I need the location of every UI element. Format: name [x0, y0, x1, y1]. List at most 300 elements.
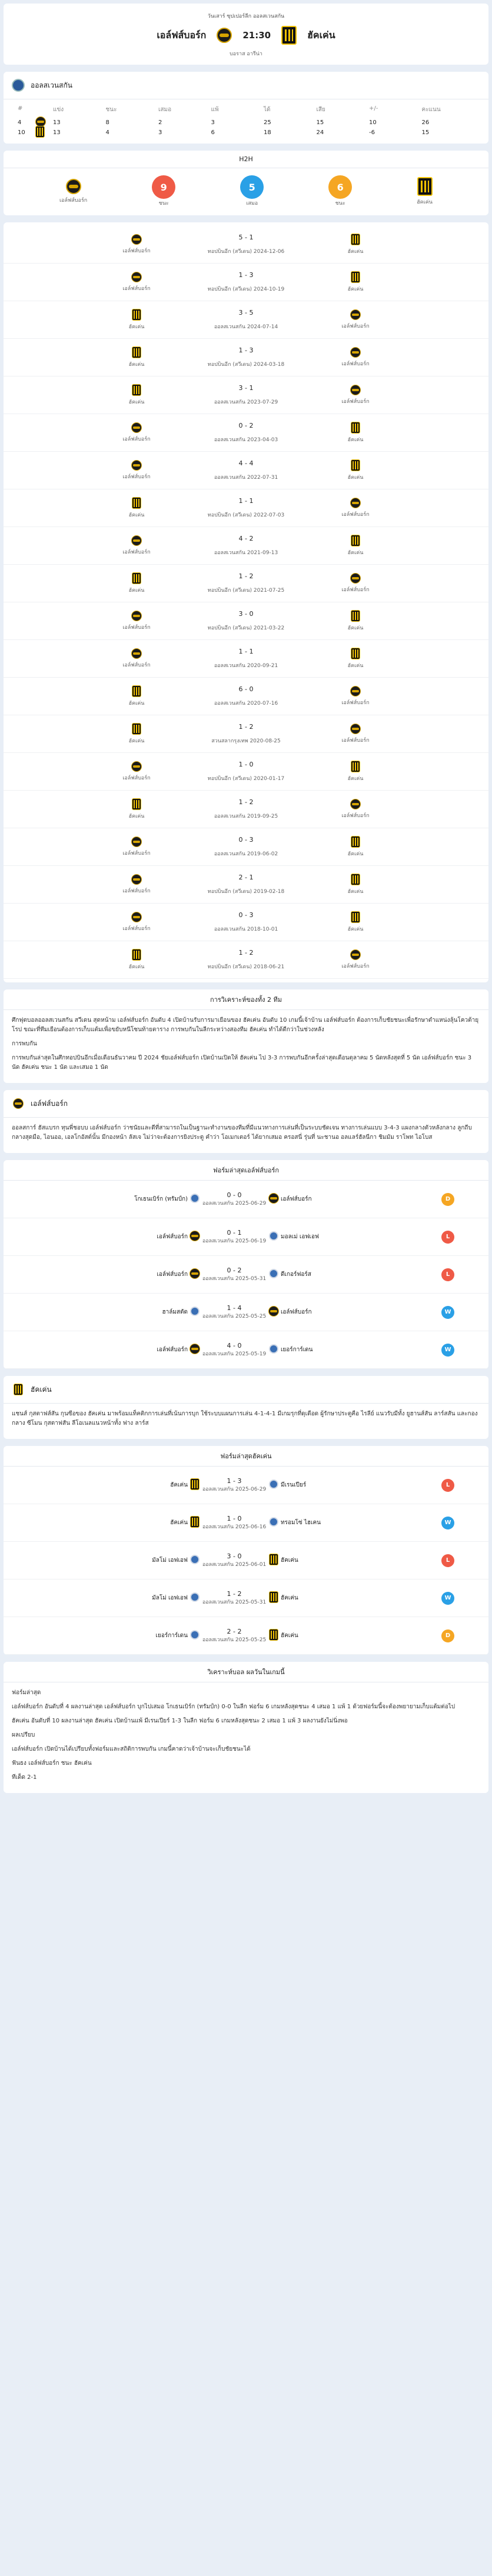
match-competition-date: ออลสเวนสกัน 2019-06-02 — [214, 851, 278, 857]
match-competition-date: ออลสเวนสกัน 2021-09-13 — [214, 550, 278, 556]
form-result-badge: W — [441, 1592, 454, 1605]
standings-col-header: ชนะ — [105, 106, 117, 113]
hacken-logo-icon — [132, 685, 141, 697]
home-wins-count: 9 — [152, 175, 175, 199]
elfsborg-logo-icon — [131, 648, 142, 659]
standings-cell: 4 — [105, 129, 109, 136]
match-home-name: ฮัคเค่น — [128, 362, 145, 368]
match-away — [293, 459, 418, 481]
team-a-logo — [13, 1098, 24, 1109]
h2h-match-row[interactable] — [4, 904, 488, 941]
match-competition-date: ทอปบินอีก (สวีเดน) 2024-10-19 — [207, 286, 285, 292]
h2h-home[interactable] — [59, 179, 87, 204]
form-home-name: เอล์ฟส์บอร์ก — [157, 1347, 188, 1353]
h2h-match-row[interactable] — [4, 452, 488, 489]
match-home — [74, 723, 199, 745]
standings-col-header: เสีย — [316, 106, 325, 113]
form-competition-date: ออลสเวนสกัน 2025-05-19 — [202, 1351, 267, 1357]
form-away-name: เยอร์การ์เดน — [281, 1347, 313, 1353]
elfsborg-logo-icon — [131, 535, 142, 546]
h2h-matches-card — [4, 222, 488, 982]
match-away-name: ฮัคเค่น — [347, 889, 364, 895]
match-competition-date: ออลสเวนสกัน 2023-07-29 — [214, 399, 278, 405]
match-away-name: เอล์ฟส์บอร์ก — [341, 512, 370, 518]
standings-cell: 15 — [316, 119, 324, 126]
match-home — [74, 761, 199, 782]
match-home-name: เอล์ฟส์บอร์ก — [122, 625, 151, 631]
hacken-logo-icon — [132, 723, 141, 735]
match-home — [74, 497, 199, 519]
hacken-logo-icon — [132, 572, 141, 584]
form-result-badge: W — [441, 1306, 454, 1319]
h2h-match-row[interactable] — [4, 678, 488, 715]
form-score: 1 - 0 — [227, 1515, 242, 1522]
hacken-logo-icon — [351, 610, 360, 622]
standings-col-header: # — [18, 105, 23, 112]
match-home — [74, 572, 199, 594]
form-result-badge: L — [441, 1479, 454, 1492]
standings-row[interactable] — [18, 126, 474, 135]
h2h-draws — [240, 175, 264, 207]
form-score: 1 - 4 — [227, 1304, 242, 1312]
match-home — [74, 422, 199, 443]
form-score: 0 - 0 — [227, 1191, 242, 1199]
prediction-verdict: ฟันธง เอล์ฟส์บอร์ก ชนะ ฮัคเค่น — [12, 1760, 92, 1767]
opponent-logo-icon — [269, 1344, 278, 1354]
form-away-name: มีเรนเปียร์ — [281, 1482, 307, 1488]
h2h-match-row[interactable] — [4, 753, 488, 791]
elfsborg-logo-icon — [350, 949, 361, 960]
hacken-logo-icon — [351, 648, 360, 659]
standings-cell: 13 — [53, 119, 61, 126]
match-away-name: ฮัคเค่น — [347, 550, 364, 556]
form-away-name: มอลเม่ เอฟเอฟ — [281, 1234, 319, 1240]
form-home-name: ฮาล์มสตัด — [162, 1309, 188, 1315]
analysis-title: การวิเคราะห์ของทั้ง 2 ทีม — [4, 989, 488, 1010]
match-score: 3 - 1 — [238, 384, 254, 392]
form-match-row[interactable] — [4, 1181, 488, 1218]
match-center — [199, 234, 293, 255]
standings-table — [4, 99, 488, 144]
form-match-row[interactable] — [4, 1579, 488, 1617]
match-score: 3 - 0 — [238, 610, 254, 618]
match-home — [74, 837, 199, 857]
form-competition-date: ออลสเวนสกัน 2025-06-29 — [202, 1487, 267, 1492]
match-center — [199, 685, 293, 707]
prediction-subheading: ฟอร์มล่าสุด — [12, 1689, 41, 1696]
h2h-match-row[interactable] — [4, 489, 488, 527]
standings-cell: 26 — [421, 119, 430, 126]
elfsborg-logo-icon — [268, 1193, 279, 1204]
h2h-match-row[interactable] — [4, 715, 488, 753]
match-home — [74, 685, 199, 707]
prediction-paragraph: ฮัคเค่น อันดับที่ 10 ผลงานล่าสุด ฮัคเค่น เปิดบ้านแพ้ มีเรนเปียร์ 1-3 ในลีก ฟอร์ม 6 เกมหลังสุดชนะ 2 เสมอ 1 แพ้ 3 ผลงานยังไม่นิ่งพอ — [12, 1718, 348, 1724]
form-home-name: ฮัคเค่น — [170, 1519, 188, 1526]
h2h-match-row[interactable] — [4, 414, 488, 452]
match-score: 4 - 2 — [238, 535, 254, 542]
away-wins-label: ชนะ — [335, 201, 345, 206]
match-away — [293, 836, 418, 858]
match-home — [74, 460, 199, 481]
elfsborg-logo-icon — [350, 385, 361, 395]
match-center — [199, 648, 293, 669]
match-away — [293, 724, 418, 744]
h2h-match-row[interactable] — [4, 226, 488, 264]
form-result-badge: L — [441, 1554, 454, 1567]
match-center — [199, 723, 293, 745]
match-home-name: เอล์ฟส์บอร์ก — [122, 775, 151, 781]
elfsborg-logo-icon — [190, 1231, 200, 1241]
match-home-name: เอล์ฟส์บอร์ก — [122, 888, 151, 894]
match-home — [74, 346, 199, 368]
team-b-header — [4, 1376, 488, 1404]
team-a-description: ออลสการ์ ฮัสแบรก ทุนพี่ชอบบ เอล์ฟส์บอร์ก ว่าชนัยและดีที่สามารถในเป็นฐานะทำงานของทีมที่มีแนวทางการเล่นที่เป็นระบบชัดเจน ทางการเล่นแบบ 3-4-3 แผงกลางตัวหลังกลาง ลูกถีบกลางสุดมือ, ไอนออ, เอลโกอัสต์นั้น มีกองหน้า ลัสเจ ไม่ว่าจะต้องการยิงประตู คำว่า โอเมกเตอร์ ได้ยากเสมอ ครอสนี่ รุ่นที่ นะชานอ อลแลร์ฮัลนีกา ชิมมัม ราโพท ไอโบส — [12, 1125, 472, 1141]
elfsborg-logo-icon — [131, 611, 142, 621]
hacken-logo-icon — [269, 1554, 278, 1565]
h2h-match-row[interactable] — [4, 264, 488, 301]
hacken-logo-icon — [132, 346, 141, 358]
match-center — [199, 309, 293, 331]
form-match-row[interactable] — [4, 1617, 488, 1655]
match-score: 1 - 2 — [238, 572, 254, 580]
match-score: 4 - 4 — [238, 459, 254, 467]
hacken-logo-icon — [351, 761, 360, 772]
match-home — [74, 798, 199, 820]
prediction-score: ทีเด็ด 2-1 — [12, 1774, 37, 1781]
h2h-away-name: ฮัคเค่น — [417, 199, 433, 205]
match-home — [74, 309, 199, 331]
elfsborg-logo-icon — [350, 498, 361, 508]
match-competition-date: ออลสเวนสกัน 2023-04-03 — [214, 437, 278, 443]
match-center — [199, 535, 293, 556]
match-away-name: เอล์ฟส์บอร์ก — [341, 399, 370, 405]
h2h-match-row[interactable] — [4, 527, 488, 565]
elfsborg-logo-icon — [350, 724, 361, 734]
form-home-name: มัลโม่ เอฟเอฟ — [152, 1595, 188, 1601]
match-center — [199, 798, 293, 820]
form-home-name: มัลโม่ เอฟเอฟ — [152, 1557, 188, 1564]
h2h-match-row[interactable] — [4, 301, 488, 339]
match-score: 1 - 1 — [238, 648, 254, 655]
standings-row[interactable] — [18, 116, 474, 126]
match-away — [293, 874, 418, 895]
form-result-badge: W — [441, 1517, 454, 1529]
h2h-match-row[interactable] — [4, 866, 488, 904]
match-home-name: ฮัคเค่น — [128, 814, 145, 819]
form-away-name: ดีเกอร์ฟอร์ส — [281, 1271, 311, 1278]
away-wins-count: 6 — [328, 175, 352, 199]
h2h-title: H2H — [4, 151, 488, 168]
match-away — [293, 610, 418, 632]
venue: บอราส อารีน่า — [230, 51, 262, 57]
match-home — [74, 535, 199, 556]
form-result-badge: D — [441, 1193, 454, 1206]
elfsborg-logo-icon — [350, 686, 361, 697]
team-a-header — [4, 1090, 488, 1118]
standings-card — [4, 72, 488, 144]
match-center — [199, 459, 293, 481]
prediction-subheading: ผลเปรียบ — [12, 1732, 35, 1738]
match-center — [199, 610, 293, 632]
standings-col-header: แข่ง — [53, 106, 64, 113]
opponent-logo-icon — [190, 1194, 200, 1203]
opponent-logo-icon — [269, 1517, 278, 1527]
hacken-logo-icon — [132, 384, 141, 396]
team-b-logo — [14, 1384, 23, 1395]
match-competition-date: ทอปบินอีก (สวีเดน) 2021-03-22 — [207, 625, 285, 631]
match-home — [74, 611, 199, 631]
standings-cell: 18 — [264, 129, 271, 136]
analysis-paragraph: การพบกันล่าสุดในศึกทอปบินอีกเมื่อเดือนธันวาคม ปี 2024 ชัยเอล์ฟส์บอร์ก เปิดบ้านเปิดให้ ฮัคเค่น ไป 3-3 การพบกันอีกครั้งล่าสุดเดือนตุลาคม 5 นัดหลังสุดที่ 5 นัด เอล์ฟส์บอร์ก ชนะ 3 นัด ฮัคเค่น ชนะ 1 นัด และเสมอ 1 นัด — [12, 1055, 472, 1071]
match-away — [293, 648, 418, 669]
match-home — [74, 912, 199, 932]
opponent-logo-icon — [190, 1630, 200, 1639]
h2h-match-row[interactable] — [4, 791, 488, 828]
match-away — [293, 498, 418, 518]
standings-cell: 15 — [421, 129, 430, 136]
hacken-logo-icon — [190, 1478, 200, 1490]
elfsborg-logo-icon — [131, 912, 142, 922]
match-away-name: เอล์ฟส์บอร์ก — [341, 361, 370, 367]
match-home-name: เอล์ฟส์บอร์ก — [122, 549, 151, 555]
analysis-paragraph: ศึกฟุตบอลออลสเวนสกัน สวีเดน สุดหน้าม เอล์ฟส์บอร์ก อันดับ 4 เปิดบ้านรับการมาเยือนของ ฮัคเค่น อันดับ 10 เกมนี้เจ้าบ้าน เอล์ฟส์บอร์ก ต้องการเก็บชัยชนะเพื่อรักษาตำแหน่งลุ้นโควต้ายุโรป ขณะที่ทีมเยือนต้องการเก็บแต้มเพื่อขยับหนีโซนท้ายตาราง การพบกันในลีกระหว่างสองทีม ฮัคเค่น ทำได้ดีกว่าในช่วงหลัง — [12, 1017, 479, 1033]
form-score: 1 - 2 — [227, 1590, 242, 1598]
prediction-paragraph: เอล์ฟส์บอร์ก อันดับที่ 4 ผลงานล่าสุด เอล์ฟส์บอร์ก บุกไปเสมอ โกเธนเบิร์ก (ทรัมป์ก) 0-0 ในลีก ฟอร์ม 6 เกมหลังสุดชนะ 4 เสมอ 1 แพ้ 1 ด้วยฟอร์มนี้จะต้องพยายามเก็บแต้มต่อไป — [12, 1704, 456, 1710]
form-match-row[interactable] — [4, 1218, 488, 1256]
h2h-match-row[interactable] — [4, 565, 488, 602]
hacken-logo-icon — [269, 1591, 278, 1603]
match-competition-date: ทอปบินอีก (สวีเดน) 2018-06-21 — [207, 964, 285, 970]
team-b-form-list — [4, 1467, 488, 1655]
h2h-away[interactable] — [417, 177, 433, 206]
prediction-card — [4, 1662, 488, 1793]
standings-cell: 2 — [158, 119, 162, 126]
team-a-form-card — [4, 1160, 488, 1369]
match-score: 1 - 1 — [238, 497, 254, 505]
away-team-name[interactable]: ฮัคเค่น — [307, 29, 335, 41]
h2h-match-row[interactable] — [4, 941, 488, 979]
standings-header-row — [18, 105, 474, 114]
form-result-badge: W — [441, 1344, 454, 1357]
elfsborg-logo-icon — [350, 573, 361, 584]
form-match-row[interactable] — [4, 1294, 488, 1331]
match-home-name: ฮัคเค่น — [128, 512, 145, 518]
form-score: 3 - 0 — [227, 1552, 242, 1560]
match-away-name: เอล์ฟส์บอร์ก — [341, 738, 370, 744]
match-center — [199, 497, 293, 519]
form-match-row[interactable] — [4, 1331, 488, 1369]
elfsborg-logo-icon — [268, 1306, 279, 1317]
match-away — [293, 271, 418, 293]
elfsborg-logo-icon — [350, 799, 361, 809]
match-competition-date: ออลสเวนสกัน 2022-07-31 — [214, 475, 278, 481]
standings-cell: 3 — [158, 129, 162, 136]
match-home-name: เอล์ฟส์บอร์ก — [122, 474, 151, 480]
hacken-logo-icon — [132, 309, 141, 321]
form-competition-date: ออลสเวนสกัน 2025-05-31 — [202, 1599, 267, 1605]
elfsborg-logo-icon — [131, 272, 142, 282]
match-away-name: ฮัคเค่น — [347, 663, 364, 669]
hacken-logo-icon — [351, 836, 360, 848]
standings-cell: 24 — [316, 129, 324, 136]
form-competition-date: ออลสเวนสกัน 2025-05-31 — [202, 1276, 267, 1282]
home-team-logo — [217, 28, 232, 43]
match-home-name: เอล์ฟส์บอร์ก — [122, 286, 151, 292]
standings-cell: 13 — [53, 129, 61, 136]
h2h-home-name: เอล์ฟส์บอร์ก — [59, 197, 88, 204]
standings-cell: 10 — [369, 119, 377, 126]
match-home-name: ฮัคเค่น — [128, 964, 145, 970]
standings-col-header: แพ้ — [211, 106, 219, 113]
match-home-name: ฮัคเค่น — [128, 738, 145, 744]
elfsborg-logo-icon — [131, 761, 142, 772]
match-away — [293, 234, 418, 255]
match-score: 1 - 2 — [238, 798, 254, 806]
hacken-logo-icon — [351, 535, 360, 546]
h2h-home-wins — [152, 175, 175, 207]
match-home-name: ฮัคเค่น — [128, 324, 145, 330]
match-home — [74, 384, 199, 406]
match-away — [293, 573, 418, 594]
team-logo-icon — [35, 126, 53, 139]
match-competition-date: ทอปบินอีก (สวีเดน) 2021-07-25 — [207, 588, 285, 594]
match-away — [293, 911, 418, 933]
match-home-name: ฮัคเค่น — [128, 701, 145, 707]
match-away — [293, 949, 418, 970]
form-match-row[interactable] — [4, 1542, 488, 1579]
match-score: 2 - 1 — [238, 874, 254, 881]
match-home — [74, 949, 199, 971]
h2h-match-row[interactable] — [4, 828, 488, 866]
match-away — [293, 309, 418, 330]
match-score: 1 - 0 — [238, 761, 254, 768]
form-match-row[interactable] — [4, 1256, 488, 1294]
form-competition-date: ออลสเวนสกัน 2025-06-19 — [202, 1238, 267, 1244]
match-competition-date: ออลสเวนสกัน 2024-07-14 — [214, 324, 278, 330]
form-result-badge: L — [441, 1231, 454, 1244]
hacken-logo-icon — [269, 1629, 278, 1641]
elfsborg-logo-icon — [350, 347, 361, 358]
opponent-logo-icon — [190, 1307, 200, 1316]
match-home-name: เอล์ฟส์บอร์ก — [122, 851, 151, 857]
hacken-logo-icon — [132, 497, 141, 509]
elfsborg-logo-icon — [190, 1268, 200, 1279]
h2h-match-row[interactable] — [4, 640, 488, 678]
match-home-name: ฮัคเค่น — [128, 399, 145, 405]
standings-col-header: ได้ — [264, 106, 271, 113]
form-score: 0 - 2 — [227, 1267, 242, 1274]
match-competition-date: ออลสเวนสกัน 2020-09-21 — [214, 663, 278, 669]
away-team-logo — [417, 177, 433, 196]
home-team-logo — [66, 179, 81, 194]
hacken-logo-icon — [132, 949, 141, 961]
hacken-logo-icon — [351, 234, 360, 245]
match-away-name: เอล์ฟส์บอร์ก — [341, 964, 370, 969]
prediction-title: วิเคราะห์บอล ผลวันในเกมนี้ — [4, 1662, 488, 1682]
match-home-name: เอล์ฟส์บอร์ก — [122, 662, 151, 668]
match-score: 6 - 0 — [238, 685, 254, 693]
match-center — [199, 761, 293, 782]
match-away-name: ฮัคเค่น — [347, 776, 364, 782]
match-competition-date: ทอปบินอีก (สวีเดน) 2022-07-03 — [207, 512, 285, 518]
match-away-name: ฮัคเค่น — [347, 625, 364, 631]
home-team-name[interactable]: เอล์ฟส์บอร์ก — [157, 29, 207, 41]
standings-header — [4, 72, 488, 99]
draws-label: เสมอ — [246, 201, 258, 206]
standings-col-header: เสมอ — [158, 106, 172, 113]
elfsborg-logo-icon — [131, 234, 142, 245]
form-match-row[interactable] — [4, 1504, 488, 1542]
team-b-card — [4, 1376, 488, 1439]
match-away-name: เอล์ฟส์บอร์ก — [341, 813, 370, 819]
elfsborg-logo-icon — [131, 460, 142, 471]
standings-cell: 25 — [264, 119, 271, 126]
match-away-name: ฮัคเค่น — [347, 437, 364, 443]
match-competition-date: ทอปบินอีก (สวีเดน) 2024-12-06 — [207, 249, 285, 255]
form-result-badge: D — [441, 1629, 454, 1642]
match-home-name: เอล์ฟส์บอร์ก — [122, 436, 151, 442]
form-competition-date: ออลสเวนสกัน 2025-06-29 — [202, 1201, 267, 1207]
opponent-logo-icon — [269, 1479, 278, 1489]
match-home-name: เอล์ฟส์บอร์ก — [122, 926, 151, 932]
form-home-name: ฮัคเค่น — [170, 1482, 188, 1488]
h2h-match-row[interactable] — [4, 602, 488, 640]
hacken-logo-icon — [351, 911, 360, 923]
form-result-badge: L — [441, 1268, 454, 1281]
match-home — [74, 648, 199, 669]
form-match-row[interactable] — [4, 1467, 488, 1504]
match-time: 21:30 — [242, 30, 271, 41]
opponent-logo-icon — [269, 1269, 278, 1278]
match-competition-date: ทอปบินอีก (สวีเดน) 2024-03-18 — [207, 362, 285, 368]
draws-count: 5 — [240, 175, 264, 199]
match-away-name: ฮัคเค่น — [347, 249, 364, 255]
match-competition-date: ทอปบินอีก (สวีเดน) 2020-01-17 — [207, 776, 285, 782]
standings-col-header: คะแนน — [421, 106, 441, 113]
team-a-form-title: ฟอร์มล่าสุดเอล์ฟส์บอร์ก — [4, 1160, 488, 1181]
form-away-name: เอล์ฟส์บอร์ก — [281, 1309, 312, 1315]
match-center — [199, 836, 293, 858]
form-away-name: ทรอมโซ่ ไฮเคน — [281, 1519, 321, 1526]
h2h-match-row[interactable] — [4, 376, 488, 414]
team-b-form-title: ฟอร์มล่าสุดฮัคเค่น — [4, 1446, 488, 1467]
form-home-name: เยอร์การ์เดน — [155, 1632, 188, 1639]
match-center — [199, 572, 293, 594]
elfsborg-logo-icon — [350, 309, 361, 320]
team-b-description: แชนส์ กุสตาฟส์สัน กุนซือของ ฮัคเค่น มาพร้อมแท็คติกการเล่นที่เน้นการบุก ใช้ระบบแผนการเล่น 4-1-4-1 มีเกมรุกที่ดุเดือด ผู้รักษาประตูคือ ไรลีย์ แนวรับมีทั้ง ยูฮานส์สัน ลาร์สสัน และกองกลาง ซีโมน กุสตาฟสัน ลีโอเนลแนวหน้าทั้ง ฟาง ลาร์ส — [12, 1411, 478, 1427]
match-score: 0 - 2 — [238, 422, 254, 429]
match-away-name: เอล์ฟส์บอร์ก — [341, 700, 370, 706]
form-home-name: เอล์ฟส์บอร์ก — [157, 1234, 188, 1240]
analysis-card — [4, 989, 488, 1083]
form-away-name: เอล์ฟส์บอร์ก — [281, 1196, 312, 1202]
elfsborg-logo-icon — [190, 1344, 200, 1354]
team-b-name: ฮัคเค่น — [31, 1385, 52, 1394]
match-away-name: ฮัคเค่น — [347, 851, 364, 857]
form-competition-date: ออลสเวนสกัน 2025-05-25 — [202, 1637, 267, 1643]
form-away-name: ฮัคเค่น — [281, 1595, 298, 1601]
h2h-match-row[interactable] — [4, 339, 488, 376]
match-center — [199, 949, 293, 971]
home-wins-label: ชนะ — [158, 201, 169, 206]
h2h-card — [4, 151, 488, 215]
match-center — [199, 422, 293, 444]
match-center — [199, 271, 293, 293]
form-competition-date: ออลสเวนสกัน 2025-05-25 — [202, 1314, 267, 1319]
hacken-logo-icon — [132, 798, 141, 810]
match-center — [199, 911, 293, 933]
match-away — [293, 422, 418, 444]
